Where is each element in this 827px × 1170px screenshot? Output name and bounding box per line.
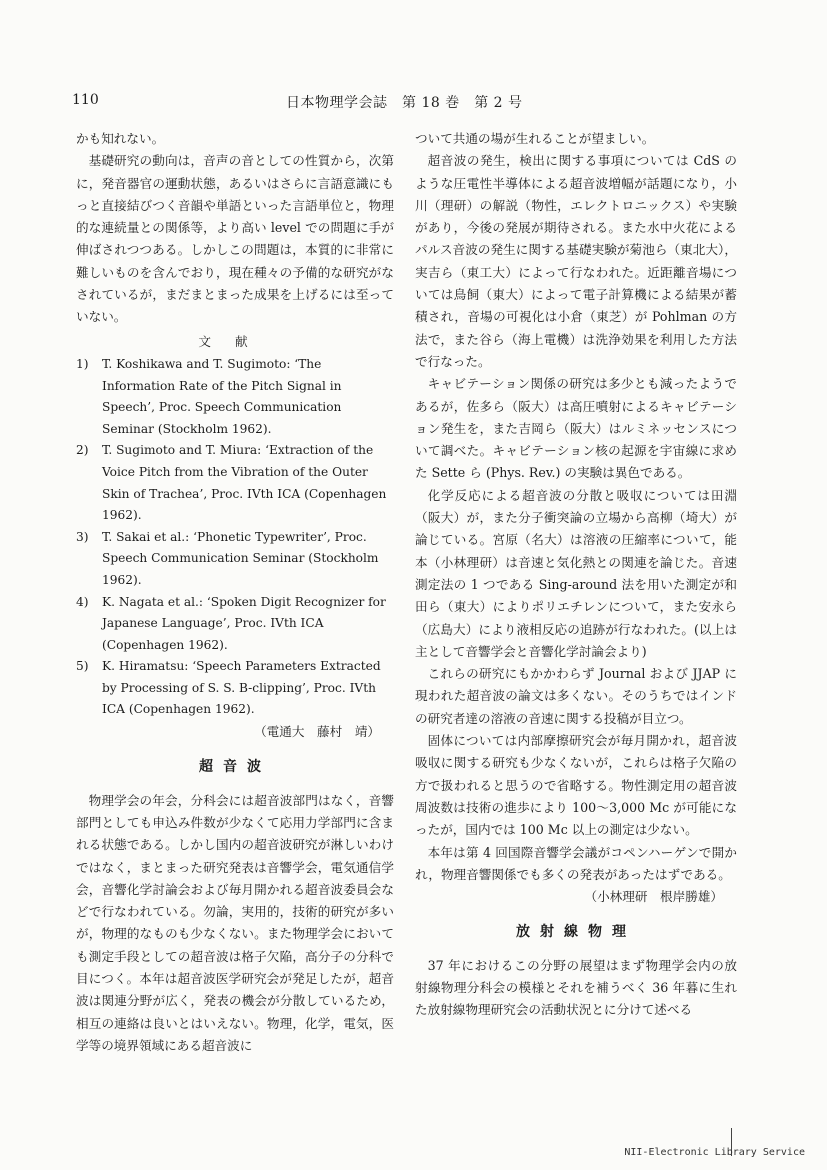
reference-item xyxy=(76,354,394,440)
reference-number: 1) xyxy=(76,356,89,371)
reference-item xyxy=(76,656,394,721)
paragraph: 本年は第 4 回国際音響学会議がコペンハーゲンで開かれ，物理音響関係でも多くの発表があったはずである。 xyxy=(415,844,737,882)
paragraph: 37 年におけるこの分野の展望はまず物理学会内の放射線物理分科会の模様とそれを補うべく 36 年暮に生れた放射線物理研究会の活動状況とに分けて述べる xyxy=(415,957,737,1018)
reference-number: 5) xyxy=(76,659,89,674)
paragraph: 固体については内部摩擦研究会が毎月開かれ，超音波吸収に関する研究も少なくないが，これらは格子欠陥の方で扱われると思うので省略する。物性測定用の超音波周波数は技術の進歩により 100～3,000 Mc が可能になったが，国内では 100 Mc 以上の測定は少ない。 xyxy=(415,733,737,838)
reference-text: K. Hiramatsu: ‘Speech Parameters Extracted by Processing of S. S. B-clipping’, Proc. IVth ICA (Copenhagen 1962). xyxy=(102,659,381,717)
paragraph: 物理学会の年会，分科会には超音波部門はなく，音響部門としても申込み件数が少なくて応用力学部門に含まれる状態である。しかし国内の超音波研究が淋しいわけではなく，まとまった研究発表は音響学会，電気通信学会，音響化学討論会および毎月開かれる超音波委員会などで行なわれている。勿論，実用的，技術的研究が多いが，物理的なものも少なくない。また物理学会においても測定手段としての超音波は格子欠陥，高分子の分科で目につく。本年は超音波医学研究会が発足したが，超音波は関連分野が広く，発表の機会が分散しているため，相互の連絡は良いとはいえない。物理，化学，電気，医学等の境界領域にある超音波に xyxy=(76,792,394,1053)
reference-number: 4) xyxy=(76,594,89,609)
paragraph: キャビテーション関係の研究は多少とも減ったようであるが，佐多ら（阪大）は高圧噴射によるキャビテーション発生を，また吉岡ら（阪大）はルミネッセンスについて調べた。キャビテーション核の起源を宇宙線に求めた Sette ら (Phys. Rev.) の実験は異色である。 xyxy=(415,376,737,481)
reference-number: 3) xyxy=(76,529,89,544)
paragraph: 超音波の発生，検出に関する事項については CdS のような圧電性半導体による超音波増幅が話題になり，小川（理研）の解説（物性，エレクトロニックス）や実験があり，今後の発展が期待される。また水中火花によるパルス音波の発生に関する基礎実験が菊池ら（東北大），実吉ら（東工大）によって行なわれた。近距離音場については鳥飼（東大）によって電子計算機による結果が蓄積され，音場の可視化は小倉（東芝）が Pohlman の方法で，また谷ら（海上電機）は洗浄効果を利用した方法で行なった。 xyxy=(415,153,737,369)
reference-list xyxy=(76,354,394,721)
page-number: 110 xyxy=(72,92,99,108)
reference-text: T. Sugimoto and T. Miura: ‘Extraction of the Voice Pitch from the Vibration of the Outer Skin of Trachea’, Proc. IVth ICA (Copenhagen 1962). xyxy=(102,443,387,523)
footer-credit: NII-Electronic Library Service xyxy=(624,1147,805,1158)
author-signature: （小林理研 根岸勝雄） xyxy=(584,889,723,905)
paragraph: 基礎研究の動向は，音声の音としての性質から，次第に，発音器官の運動状態，あるいはさらに言語意識にもっと直接結びつく音韻や単語といった言語単位と，物理的な連続量との関係等，より高い level での問題に手が伸ばされつつある。しかしこの問題は，本質的に非常に難しいものを含んでおり，現在種々の予備的な研究がなされているが，まだまとまった成果を上げるには至っていない。 xyxy=(76,153,394,325)
paragraph: これらの研究にもかかわらず Journal および JJAP に現われた超音波の論文は多くない。そのうちではインドの研究者達の溶液の音速に関する投稿が目立つ。 xyxy=(415,666,737,726)
reference-number: 2) xyxy=(76,443,89,458)
reference-item xyxy=(76,527,394,592)
section-title: 放射線物理 xyxy=(516,924,636,941)
left-column xyxy=(76,128,394,1057)
paragraph: 化学反応による超音波の分散と吸収については田淵（阪大）が，また分子衝突論の立場から高柳（埼大）が論じている。宮原（名大）は溶液の圧縮率について，能本（小林理研）は音速と気化熱との関連を論じた。音速測定法の 1 つである Sing-around 法を用いた測定が和田ら（東大）によりポリエチレンについて，また安永ら（広島大）により液相反応の追跡が行なわれた。(以上は主として音響学会と音響化学討論会より) xyxy=(415,487,737,659)
journal-title: 日本物理学会誌 第 18 巻 第 2 号 xyxy=(286,95,523,111)
reference-item xyxy=(76,592,394,657)
paragraph: かも知れない。 xyxy=(76,131,165,146)
references-heading: 文献 xyxy=(198,333,272,349)
reference-text: T. Koshikawa and T. Sugimoto: ‘The Information Rate of the Pitch Signal in Speech’, Proc. Speech Communication Seminar (Stockholm 1962). xyxy=(102,356,342,436)
reference-text: T. Sakai et al.: ‘Phonetic Typewriter’, Proc. Speech Communication Seminar (Stockholm 1962). xyxy=(102,529,379,587)
right-column xyxy=(415,128,737,1022)
paragraph: ついて共通の場が生れることが望ましい。 xyxy=(415,131,655,146)
page-header xyxy=(72,92,762,114)
section-title: 超音波 xyxy=(199,759,271,776)
reference-item xyxy=(76,440,394,526)
reference-text: K. Nagata et al.: ‘Spoken Digit Recognizer for Japanese Language’, Proc. IVth ICA (Copenhagen 1962). xyxy=(102,594,386,652)
author-signature: （電通大 藤村 靖） xyxy=(254,724,380,740)
